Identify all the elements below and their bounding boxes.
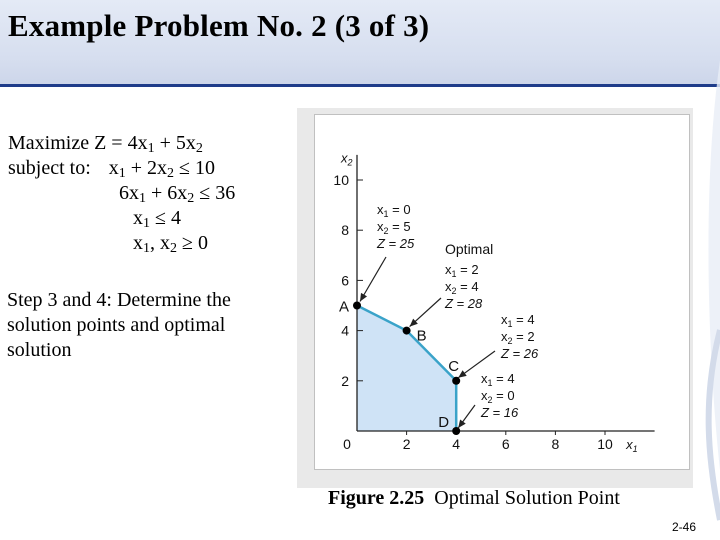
annotation-D-3: Z = 16 [481, 405, 519, 420]
y-tick-label: 8 [341, 222, 349, 239]
point-B [403, 327, 411, 335]
problem-statement [8, 131, 235, 256]
annotation-C-1: $x_1 = 4$ [501, 312, 535, 329]
point-label-A: A [339, 298, 350, 316]
caption-text: Optimal Solution Point [434, 487, 620, 509]
solution-chart [315, 115, 689, 469]
figure-caption [328, 487, 620, 510]
caption-label: Figure 2.25 [328, 487, 425, 509]
point-D [452, 427, 460, 435]
arrow-D-head [458, 419, 466, 428]
arrow-C-head [458, 370, 467, 378]
constraint-line-4 [8, 231, 235, 256]
figure-panel [314, 114, 690, 470]
x-tick-label: 2 [402, 436, 411, 452]
slide-title: Example Problem No. 2 (3 of 3) [8, 8, 430, 43]
x-tick-label: 4 [452, 436, 461, 452]
y-tick-label: 6 [341, 272, 349, 289]
point-label-C: C [448, 357, 460, 375]
annotation-C-2: $x_2 = 2$ [501, 329, 535, 346]
objective-line: Maximize $Z = 4x_1 + 5x_2$ [8, 132, 203, 156]
constraint-line-2 [8, 181, 235, 206]
annotation-B-1: $x_1 = 2$ [445, 262, 479, 279]
constraint-4: $x_1$, $x_2 \ge 0$ [133, 232, 208, 256]
constraint-3: $x_1 \le 4$ [133, 207, 181, 231]
page-number: 2-46 [672, 520, 697, 534]
annotation-D-2: $x_2 = 0$ [481, 388, 515, 405]
constraint-1: $x_1 + 2x_2 \le 10$ [108, 157, 216, 181]
y-axis-label: $x_2$ [341, 150, 353, 168]
step-text: Step 3 and 4: Determine the solution points and optimal solution [7, 289, 231, 361]
annotation-A-3: Z = 25 [377, 236, 415, 251]
x-tick-label: 10 [597, 436, 613, 452]
point-label-D: D [438, 414, 450, 431]
annotation-B-3: Z = 28 [445, 296, 483, 311]
constraint-2: $6x_1 + 6x_2 \le 36$ [119, 182, 236, 206]
annotation-B-2: $x_2 = 4$ [445, 279, 479, 296]
annotation-C-3: Z = 26 [501, 346, 539, 361]
y-tick-label: 2 [341, 372, 349, 389]
annotation-D-1: $x_1 = 4$ [481, 371, 515, 388]
y-tick-label: 4 [341, 322, 349, 339]
arrow-A-head [360, 293, 367, 302]
point-A [353, 302, 361, 310]
annotation-A-1: $x_1 = 0$ [377, 202, 411, 219]
constraint-line-3 [8, 206, 235, 231]
x-axis-label: $x_1$ [626, 437, 638, 454]
annotation-A-2: $x_2 = 5$ [377, 219, 411, 236]
constraint-prefix: subject to: [8, 157, 91, 179]
constraint-line-1 [8, 156, 235, 181]
title-rule [0, 84, 720, 87]
feasible-region [357, 306, 456, 432]
x-tick-label: 6 [501, 436, 510, 452]
x-tick-label: 0 [343, 436, 351, 452]
point-label-B: B [416, 327, 427, 345]
point-C [452, 377, 460, 385]
y-tick-label: 10 [333, 172, 349, 188]
optimal-label: Optimal [445, 241, 494, 257]
x-tick-label: 8 [551, 436, 560, 452]
